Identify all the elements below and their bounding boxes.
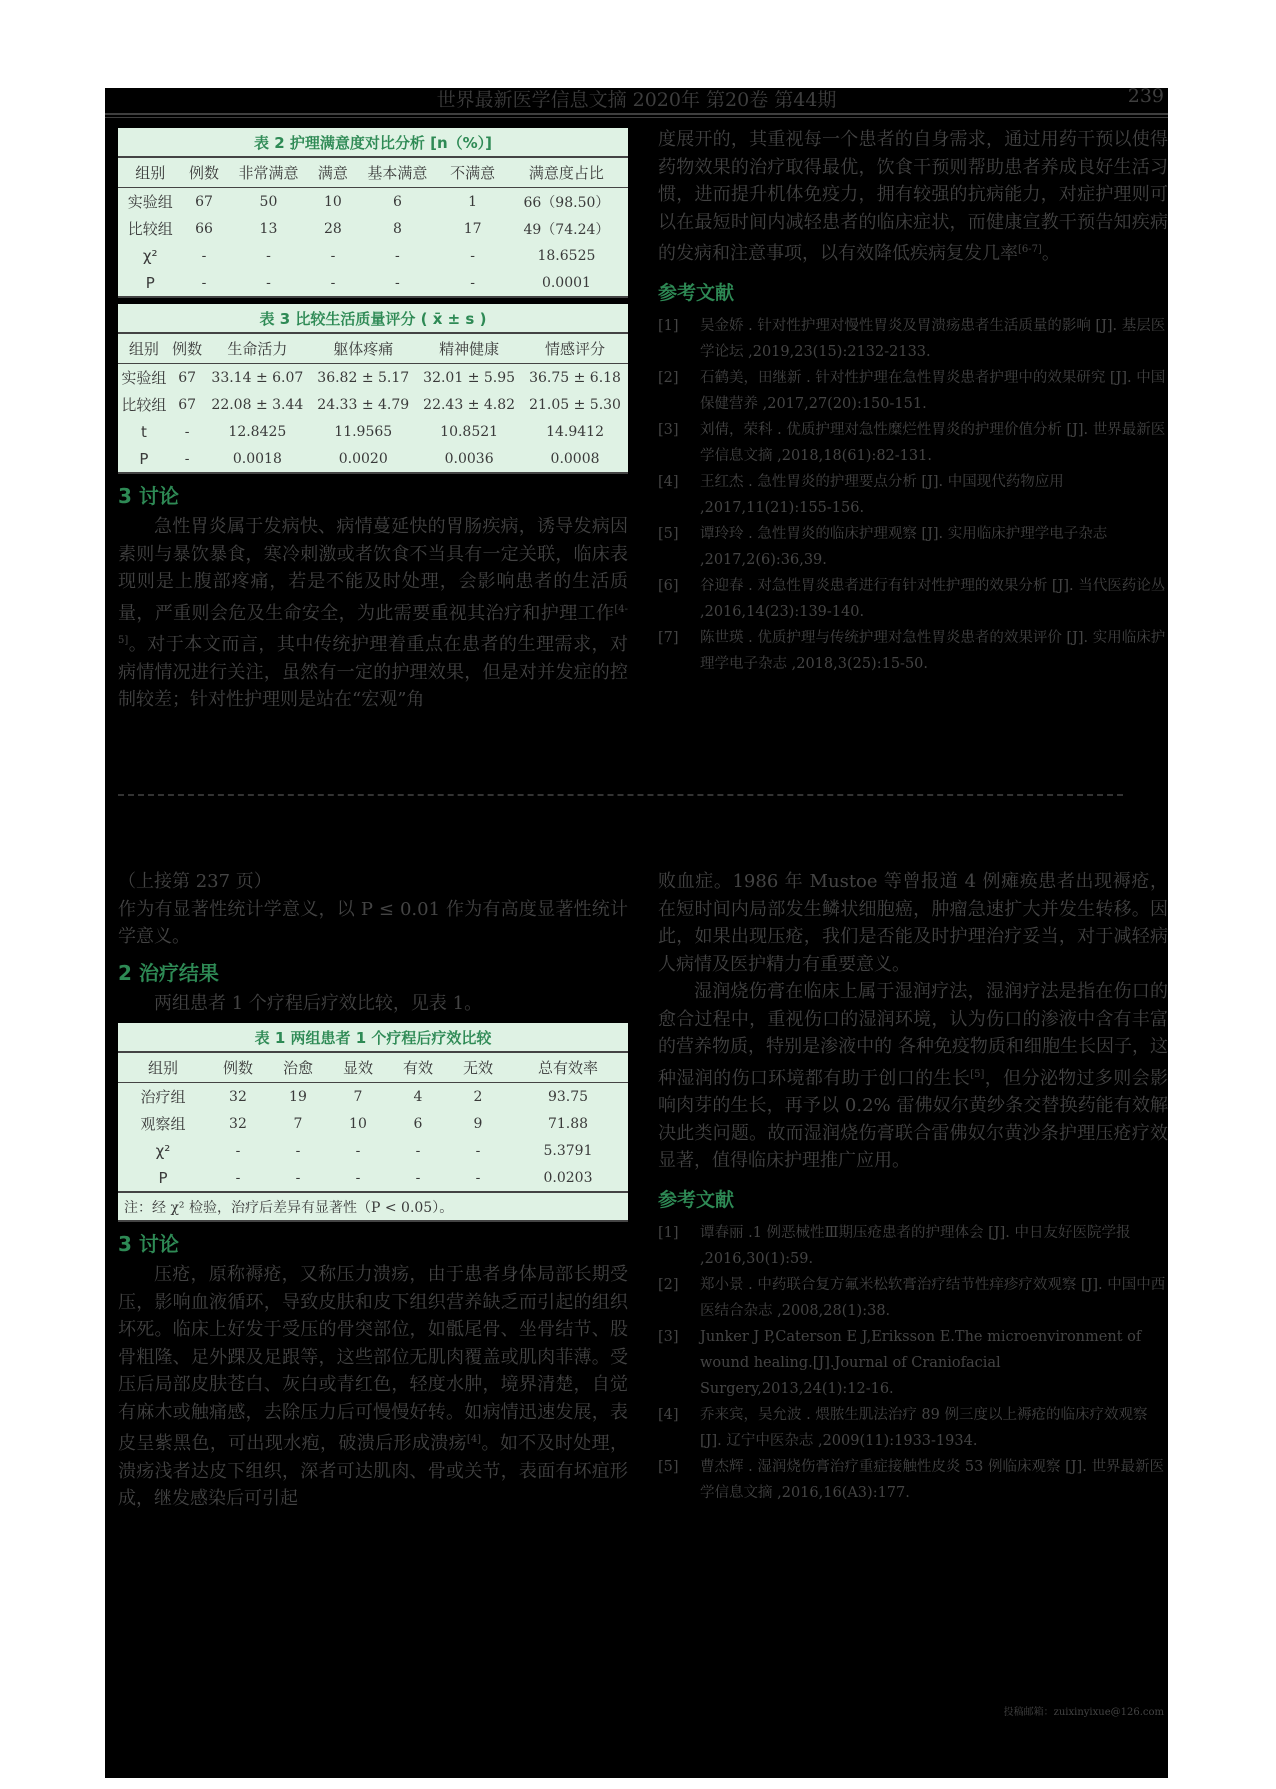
- submission-email: 投稿邮箱：zuixinyixue@126.com: [1003, 1707, 1164, 1718]
- header-rule: [105, 113, 1168, 115]
- table-cell: 观察组: [140, 1115, 186, 1133]
- reference-item: [658, 1324, 1168, 1402]
- table-header-cell: 不满意: [440, 157, 504, 188]
- table-header-cell: 满意: [311, 157, 354, 188]
- citation: [4-5]: [118, 603, 628, 646]
- table-cell: t: [140, 422, 147, 441]
- table-row: [118, 391, 628, 418]
- reference-item: [658, 1220, 1168, 1272]
- reference-item: [658, 313, 1168, 365]
- reference-item: [658, 417, 1168, 469]
- table-cell: -: [475, 1142, 481, 1159]
- table-cell: -: [235, 1142, 241, 1159]
- table-cell: -: [440, 269, 504, 297]
- reference-number: [3]: [658, 1328, 679, 1345]
- table-cell: 32: [229, 1115, 247, 1132]
- page-number: 239: [1127, 85, 1164, 107]
- table-cell: -: [311, 269, 354, 297]
- table-cell: 50: [259, 193, 278, 210]
- table-row: [118, 364, 628, 392]
- header-rule-thin: [105, 117, 1168, 118]
- reference-text: 吴金娇 . 针对性护理对慢性胃炎及胃溃疡患者生活质量的影响 [J]. 基层医学论坛 ,2019,23(15):2132-2133.: [700, 317, 1166, 360]
- table-cell: 比较组: [121, 396, 167, 414]
- reference-number: [7]: [658, 629, 679, 646]
- table-row: [118, 215, 628, 242]
- reference-item: [658, 625, 1168, 677]
- table-row: [118, 269, 628, 297]
- table-header-cell: 治愈: [268, 1052, 328, 1083]
- reference-number: [4]: [658, 473, 679, 490]
- table-cell: 0.0203: [508, 1164, 628, 1192]
- table-cell: 71.88: [547, 1115, 589, 1132]
- table-cell: -: [395, 247, 400, 264]
- section-heading: 3 讨论: [118, 484, 179, 508]
- table-header-cell: 情感评分: [522, 333, 628, 364]
- table-cell: 18.6525: [537, 247, 596, 264]
- reference-number: [1]: [658, 317, 679, 334]
- table-cell: 67: [178, 396, 197, 413]
- running-header: [105, 84, 1168, 110]
- table-3: [118, 304, 628, 474]
- reference-number: [5]: [658, 1458, 679, 1475]
- table-cell: -: [170, 445, 205, 473]
- table-cell: -: [225, 269, 311, 297]
- references-heading: 参考文献: [658, 1188, 735, 1211]
- reference-text: 刘倩，荣科 . 优质护理对急性糜烂性胃炎的护理价值分析 [J]. 世界最新医学信息文摘 ,2018,18(61):82-131.: [700, 421, 1166, 464]
- reference-item: [658, 521, 1168, 573]
- table-cell: -: [182, 269, 225, 297]
- journal-title: 世界最新医学信息文摘 2020年 第20卷 第44期: [436, 89, 837, 111]
- table-cell: 0.0001: [505, 269, 628, 297]
- section-heading: 3 讨论: [118, 1232, 179, 1256]
- paragraph-text: 。: [1041, 243, 1060, 264]
- table-header-cell: 有效: [388, 1052, 448, 1083]
- table-1: [118, 1023, 628, 1222]
- table-2-caption: 表 2 护理满意度对比分析 [n（%）]: [118, 128, 628, 157]
- table-cell: 36.82 ± 5.17: [317, 369, 410, 386]
- table-header-cell: 无效: [448, 1052, 508, 1083]
- paragraph-text: 。如不及时处理，溃疡浅者达皮下组织，深者可达肌肉、骨或关节，表面有坏疽形成，继发感染后可引起: [118, 1433, 629, 1509]
- table-header-cell: 非常满意: [225, 157, 311, 188]
- table-cell: 67: [195, 193, 213, 210]
- reference-item: [658, 1454, 1168, 1506]
- table-cell: 实验组: [127, 193, 173, 211]
- table-cell: 8: [392, 220, 402, 237]
- table-cell: 19: [289, 1088, 307, 1105]
- body-paragraph: [658, 978, 1168, 1175]
- paragraph-text: 压疮，原称褥疮，又称压力溃疡，由于患者身体局部长期受压，影响血液循环，导致皮肤和皮下组织营养缺乏而引起的组织坏死。临床上好发于受压的骨突部位，如骶尾骨、坐骨结节、股骨粗隆、足外踝及足跟等，这些部位无肌肉覆盖或肌肉菲薄。受压后局部皮肤苍白、灰白或青红色，轻度水肿，境界清楚，自觉有麻木或触痛感，去除压力后可慢慢好转。如病情迅速发展，表皮呈紫黑色，可出现水疱，破溃后形成溃疡: [118, 1264, 628, 1454]
- table-header-cell: 显效: [328, 1052, 388, 1083]
- reference-text: 石鹤美，田继新 . 针对性护理在急性胃炎患者护理中的效果研究 [J]. 中国保健营养 ,2017,27(20):150-151.: [700, 369, 1166, 412]
- reference-number: [2]: [658, 369, 679, 386]
- table-header-cell: 组别: [118, 157, 182, 188]
- table-header-cell: 总有效率: [508, 1052, 628, 1083]
- table-cell: -: [388, 1164, 448, 1192]
- table-cell: 6: [413, 1115, 423, 1132]
- table-header-cell: 精神健康: [416, 333, 522, 364]
- reference-item: [658, 1272, 1168, 1324]
- table-cell: 21.05 ± 5.30: [529, 396, 621, 413]
- table-cell: 比较组: [127, 220, 173, 238]
- table-header-cell: 躯体疼痛: [310, 333, 416, 364]
- table-cell: 11.9565: [334, 423, 393, 440]
- table-2: [118, 128, 628, 298]
- table-row: [118, 1137, 628, 1164]
- table-cell: 32.01 ± 5.95: [423, 369, 516, 386]
- table-cell: 22.43 ± 4.82: [423, 396, 516, 413]
- table-header-cell: 组别: [118, 333, 170, 364]
- table-cell: 13: [259, 220, 278, 237]
- table-cell: 0.0020: [310, 445, 416, 473]
- reference-item: [658, 1402, 1168, 1454]
- table-cell: 10.8521: [440, 423, 499, 440]
- table-cell: -: [201, 247, 207, 264]
- paragraph-text: 度展开的，其重视每一个患者的自身需求，通过用药干预以使得药物效果的治疗取得最优，饮食干预则帮助患者养成良好生活习惯，进而提升机体免疫力，拥有较强的抗病能力，对症护理则可以在最短时间内减轻患者的临床症状，而健康宣教干预告知疾病的发病和注意事项，以有效降低疾病复发几率: [658, 129, 1168, 264]
- table-cell: 9: [473, 1115, 483, 1132]
- paragraph-text: 。对于本文而言，其中传统护理着重点在患者的生理需求，对病情情况进行关注，虽然有一定的护理效果，但是对并发症的控制较差；针对性护理则是站在“宏观”角: [118, 634, 628, 710]
- reference-text: 谭玲玲 . 急性胃炎的临床护理观察 [J]. 实用临床护理学电子杂志 ,2017,2(6):36,39.: [700, 525, 1108, 568]
- table-header-cell: 满意度占比: [505, 157, 628, 188]
- table-1-caption: 表 1 两组患者 1 个疗程后疗效比较: [118, 1023, 628, 1052]
- table-row: [118, 242, 628, 269]
- reference-text: 曹杰辉 . 湿润烧伤膏治疗重症接触性皮炎 53 例临床观察 [J]. 世界最新医学信息文摘 ,2016,16(A3):177.: [700, 1458, 1164, 1501]
- table-cell: -: [328, 1164, 388, 1192]
- table-cell: 28: [324, 220, 342, 237]
- table-cell: P: [118, 445, 170, 473]
- table-cell: 22.08 ± 3.44: [211, 396, 304, 413]
- table-row: [118, 188, 628, 216]
- table-cell: P: [118, 269, 182, 297]
- reference-text: 郑小景 . 中药联合复方氟米松软膏治疗结节性痒疹疗效观察 [J]. 中国中西医结合杂志 ,2008,28(1):38.: [700, 1276, 1166, 1319]
- table-cell: χ²: [155, 1141, 171, 1160]
- table-cell: -: [330, 247, 336, 264]
- table-cell: 24.33 ± 4.79: [317, 396, 410, 413]
- table-cell: 2: [473, 1088, 483, 1105]
- reference-number: [4]: [658, 1406, 679, 1423]
- table-cell: 10: [349, 1115, 367, 1132]
- table-cell: 7: [293, 1115, 303, 1132]
- reference-number: [1]: [658, 1224, 679, 1241]
- reference-text: 王红杰 . 急性胃炎的护理要点分析 [J]. 中国现代药物应用 ,2017,11(21):155-156.: [700, 473, 1064, 516]
- table-cell: -: [415, 1142, 421, 1159]
- table-cell: 6: [392, 193, 402, 210]
- table-cell: -: [208, 1164, 268, 1192]
- body-paragraph: 两组患者 1 个疗程后疗效比较，见表 1。: [154, 992, 483, 1014]
- table-cell: 0.0008: [522, 445, 628, 473]
- article-separator: [118, 794, 1123, 796]
- table-cell: -: [355, 1142, 361, 1159]
- reference-item: [658, 365, 1168, 417]
- paragraph-text: ，但分泌物过多则会影响肉芽的生长，再予以 0.2% 雷佛奴尔黄纱条交替换药能有效解决此类问题。故而湿润烧伤膏联合雷佛奴尔黄沙条护理压疮疗效显著，值得临床护理推广应用。: [658, 1067, 1168, 1171]
- table-header-cell: 生命活力: [204, 333, 310, 364]
- reference-text: 谷迎春 . 对急性胃炎患者进行有针对性护理的效果分析 [J]. 当代医药论丛 ,2016,14(23):139-140.: [700, 577, 1166, 620]
- citation: [5]: [970, 1068, 985, 1080]
- table-cell: 12.8425: [228, 423, 287, 440]
- table-row: [118, 418, 628, 445]
- body-paragraph: [118, 1261, 628, 1513]
- table-cell: 67: [178, 369, 197, 386]
- table-cell: 10: [324, 193, 342, 210]
- table-cell: χ²: [142, 246, 158, 265]
- table-cell: -: [266, 247, 271, 264]
- table-row: [118, 1083, 628, 1111]
- table-cell: 32: [229, 1088, 247, 1105]
- table-cell: 5.3791: [543, 1142, 593, 1159]
- reference-item: [658, 573, 1168, 625]
- table-header-cell: 例数: [208, 1052, 268, 1083]
- continued-note: （上接第 237 页）: [118, 871, 272, 892]
- table-cell: 49（74.24）: [523, 221, 610, 238]
- citation: [4]: [466, 1434, 482, 1445]
- body-paragraph: [118, 513, 628, 714]
- table-row: [118, 445, 628, 473]
- references-heading: 参考文献: [658, 281, 735, 304]
- top-left-column: [118, 128, 628, 714]
- table-cell: -: [184, 423, 190, 440]
- table-cell: 36.75 ± 6.18: [529, 369, 621, 386]
- table-cell: 33.14 ± 6.07: [211, 369, 304, 386]
- citation: [6-7]: [1018, 244, 1042, 255]
- table-cell: -: [470, 247, 475, 264]
- reference-number: [2]: [658, 1276, 679, 1293]
- table-row: [118, 1110, 628, 1137]
- section-heading: 2 治疗结果: [118, 960, 219, 985]
- table-3-caption: 表 3 比较生活质量评分 ( x̄ ± s ): [118, 304, 628, 333]
- table-cell: 17: [463, 220, 482, 237]
- table-note: 注：经 χ² 检验，治疗后差异有显著性（P < 0.05）。: [118, 1192, 628, 1221]
- reference-number: [6]: [658, 577, 679, 594]
- paragraph-text: 湿润烧伤膏在临床上属于湿润疗法，湿润疗法是指在伤口的愈合过程中，重视伤口的湿润环境，认为伤口的渗液中含有丰富的营养物质，特别是渗液中的 各种免疫物质和细胞生长因子，这种湿润的伤口环境都有助于创口的生长: [658, 981, 1168, 1089]
- table-header-cell: 例数: [182, 157, 225, 188]
- table-cell: 4: [413, 1088, 423, 1105]
- table-cell: 0.0018: [204, 445, 310, 473]
- table-cell: 66（98.50）: [523, 194, 610, 211]
- table-header-cell: 组别: [118, 1052, 208, 1083]
- reference-item: [658, 469, 1168, 521]
- reference-number: [3]: [658, 421, 679, 438]
- table-cell: 14.9412: [546, 423, 604, 440]
- top-right-column: [658, 126, 1168, 677]
- table-cell: -: [295, 1142, 301, 1159]
- table-cell: -: [354, 269, 440, 297]
- table-cell: 实验组: [121, 369, 167, 387]
- reference-text: 乔来宾，吴允波 . 煨脓生肌法治疗 89 例三度以上褥疮的临床疗效观察 [J]. 辽宁中医杂志 ,2009(11):1933-1934.: [700, 1406, 1148, 1449]
- table-cell: 1: [468, 193, 478, 210]
- table-cell: 0.0036: [416, 445, 522, 473]
- table-header-cell: 基本满意: [354, 157, 440, 188]
- bottom-right-column: [658, 868, 1168, 1506]
- body-paragraph: 作为有显著性统计学意义，以 P ≤ 0.01 作为有高度显著性统计学意义。: [118, 898, 628, 947]
- table-cell: -: [448, 1164, 508, 1192]
- reference-number: [5]: [658, 525, 679, 542]
- table-cell: 66: [195, 220, 213, 237]
- reference-text: Junker J P,Caterson E J,Eriksson E.The microenvironment of wound healing.[J].Journal of Craniofacial Surgery,2013,24(1):12-16.: [700, 1328, 1142, 1397]
- reference-text: 陈世瑛 . 优质护理与传统护理对急性胃炎患者的效果评价 [J]. 实用临床护理学电子杂志 ,2018,3(25):15-50.: [700, 629, 1166, 672]
- table-row: [118, 1164, 628, 1192]
- table-cell: 93.75: [547, 1088, 589, 1105]
- table-cell: 治疗组: [140, 1088, 186, 1106]
- table-cell: P: [118, 1164, 208, 1192]
- body-paragraph: [658, 126, 1168, 268]
- bottom-left-column: [118, 868, 628, 1513]
- reference-text: 谭春丽 .1 例恶械性Ⅲ期压疮患者的护理体会 [J]. 中日友好医院学报 ,2016,30(1):59.: [700, 1224, 1131, 1267]
- table-cell: 7: [353, 1088, 363, 1105]
- paragraph-text: 急性胃炎属于发病快、病情蔓延快的胃肠疾病，诱导发病因素则与暴饮暴食，寒冷刺激或者饮食不当具有一定关联，临床表现则是上腹部疼痛，若是不能及时处理，会影响患者的生活质量，严重则会危及生命安全，为此需要重视其治疗和护理工作: [118, 516, 628, 624]
- table-header-cell: 例数: [170, 333, 205, 364]
- table-cell: -: [268, 1164, 328, 1192]
- body-paragraph: 败血症。1986 年 Mustoe 等曾报道 4 例瘫痪患者出现褥疮，在短时间内局部发生鳞状细胞癌，肿瘤急速扩大并发生转移。因此，如果出现压疮，我们是否能及时护理治疗妥当，对于减轻病人病情及医护精力有重要意义。: [658, 871, 1168, 975]
